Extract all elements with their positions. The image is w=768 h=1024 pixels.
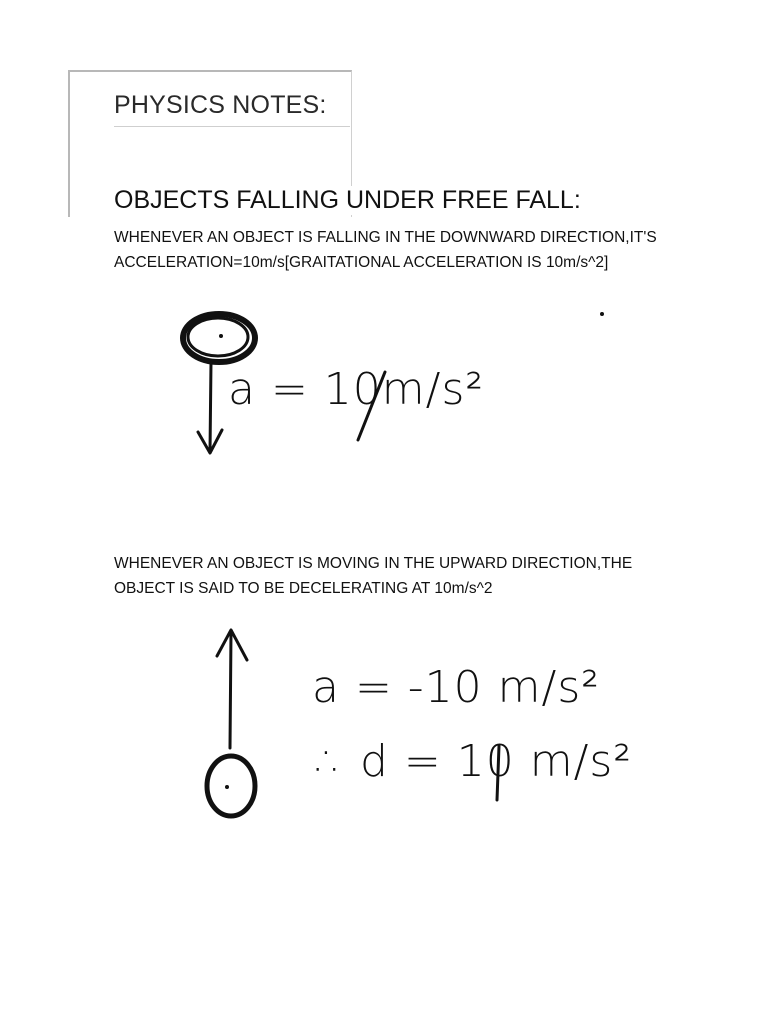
equation-result: ∴ d = 10 m/s²	[316, 736, 632, 787]
equation-acceleration: a = 10m/s²	[228, 364, 485, 415]
paragraph-line: WHENEVER AN OBJECT IS MOVING IN THE UPWARD DIRECTION,THE	[114, 555, 633, 572]
section-heading: OBJECTS FALLING UNDER FREE FALL:	[114, 186, 585, 215]
paragraph-line: OBJECT IS SAID TO BE DECELERATING AT 10m/s^2	[114, 580, 493, 597]
up-arrow-icon	[217, 630, 247, 748]
equation-deceleration: a = -10 m/s²	[312, 662, 600, 713]
paragraph-line: WHENEVER AN OBJECT IS FALLING IN THE DOWNWARD DIRECTION,IT'S	[114, 229, 657, 246]
page-title: PHYSICS NOTES:	[114, 91, 327, 119]
ball-icon	[207, 756, 255, 816]
paragraph-line: ACCELERATION=10m/s[GRAITATIONAL ACCELERATION IS 10m/s^2]	[114, 254, 609, 271]
